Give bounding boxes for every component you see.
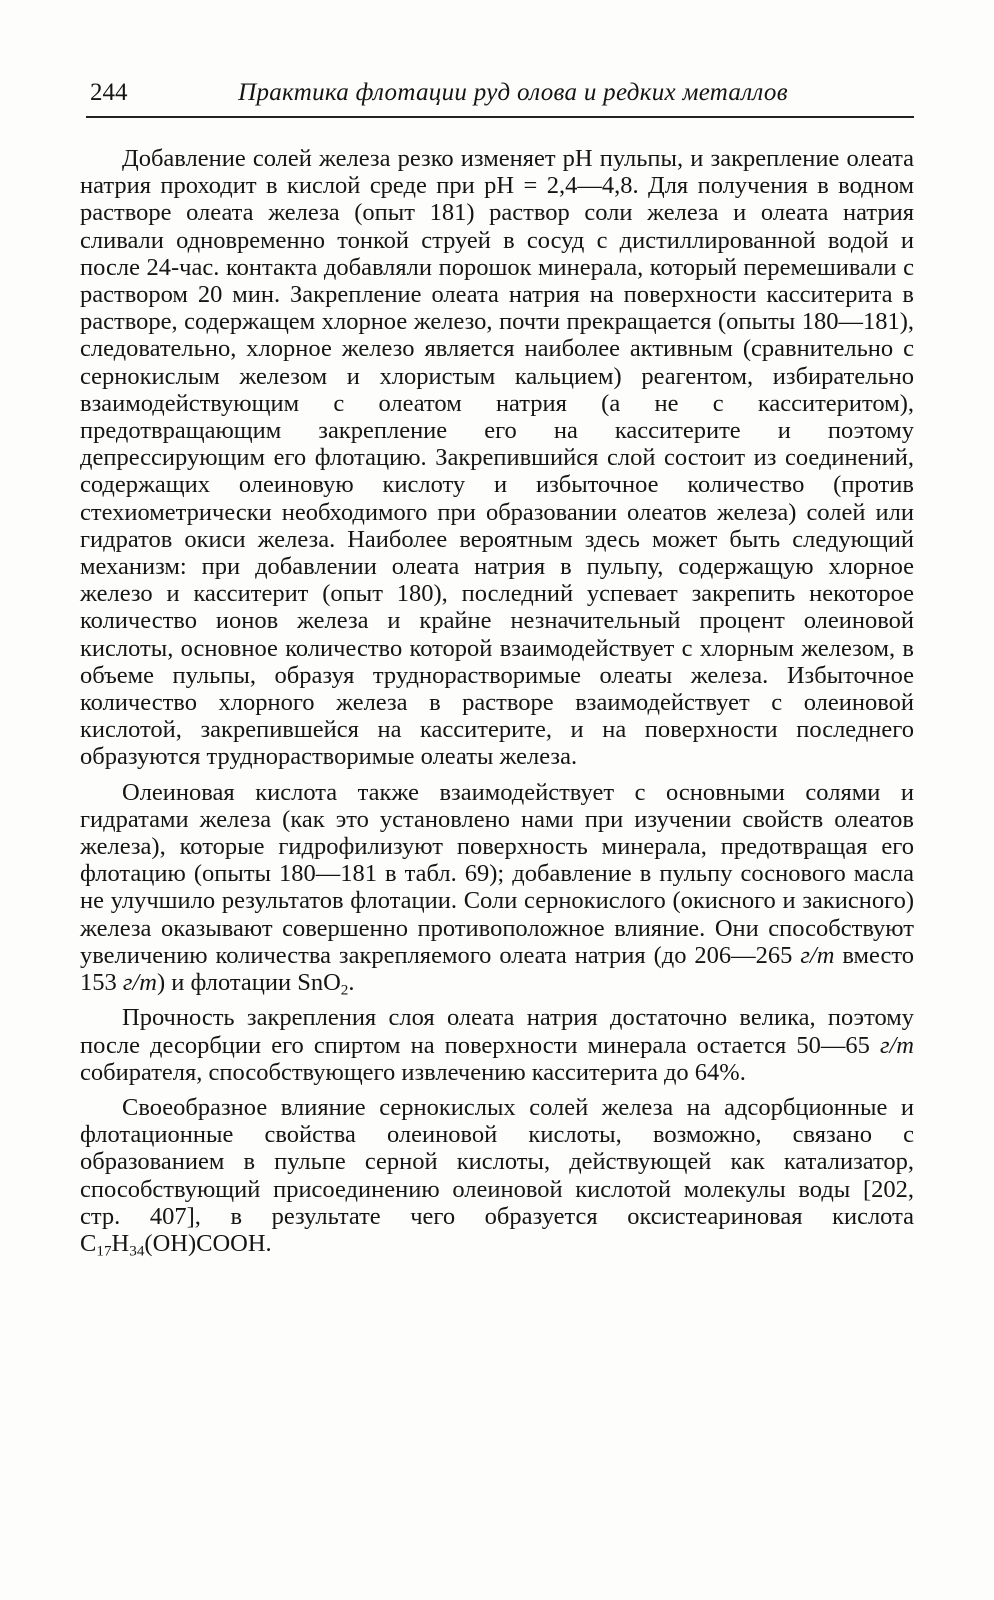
header-divider	[86, 116, 914, 118]
paragraph-4-text-3: (OH)COOH.	[144, 1229, 272, 1257]
body-text	[80, 145, 914, 1265]
running-title: Практика флотации руд олова и редких металлов	[238, 79, 788, 106]
paragraph-3-text-1: Прочность закрепления слоя олеата натрия достаточно велика, поэтому после десорбции его спиртом на поверхности минерала остается 50—65	[80, 1004, 914, 1059]
paragraph-4-text-1: Своеобразное влияние сернокислых солей железа на адсорбционные и флотационные свойства олеиновой кислоты, возможно, связано с образованием в пульпе серной кислоты, действующей как катализатор, способствующий присоединению олеиновой кислотой молекулы воды [202, стр. 407], в результате чего образуется оксистеариновая кислота C	[80, 1093, 914, 1257]
paragraph-1-text: Добавление солей железа резко изменяет рН пульпы, и закрепление олеата натрия проходит в кислой среде при рН = 2,4—4,8. Для получения в водном растворе олеата железа (опыт 181) раствор соли железа и олеата натрия сливали одновременно тонкой струей в сосуд с дистиллированной водой и после 24-час. контакта добавляли порошок минерала, который перемешивали с раствором 20 мин. Закрепление олеата натрия на поверхности касситерита в растворе, содержащем хлорное железо, почти прекращается (опыты 180—181), следовательно, хлорное железо является наиболее активным (сравнительно с сернокислым железом и хлористым кальцием) реагентом, избирательно взаимодействующим с олеатом натрия (а не с касситеритом), предотвращающим закрепление его на касситерите и поэтому депрессирующим его флотацию. Закрепившийся слой состоит из соединений, содержащих олеиновую кислоту и избыточное количество (против стехиометрически необходимого при образовании олеатов железа) солей или гидратов окиси железа. Наиболее вероятным здесь может быть следующий механизм: при добавлении олеата натрия в пульпу, содержащую хлорное железо и касситерит (опыт 180), последний успевает закрепить некоторое количество ионов железа и крайне незначительный процент олеиновой кислоты, основное количество которой взаимодействует с хлорным железом, в объеме пульпы, образуя труднорастворимые олеаты железа. Избыточное количество хлорного железа в растворе взаимодействует с олеиновой кислотой, закрепившейся на касситерите, и на поверхности последнего образуются труднорастворимые олеаты железа.	[80, 145, 914, 771]
subscript: 2	[340, 981, 349, 999]
running-header	[86, 78, 914, 118]
paragraph-3-text-2: собирателя, способствующего извлечению касситерита до 64%.	[80, 1058, 746, 1086]
subscript: 17	[96, 1242, 112, 1260]
paragraph-3	[80, 1004, 914, 1086]
unit-g-per-t: г/т	[122, 969, 157, 997]
paragraph-2	[80, 779, 914, 997]
paragraph-1	[80, 145, 914, 771]
unit-g-per-t: г/т	[800, 941, 835, 969]
page-number: 244	[90, 79, 128, 106]
paragraph-4	[80, 1093, 914, 1260]
paragraph-2-text-1: Олеиновая кислота также взаимодействует с основными солями и гидратами железа (как это установлено нами при изучении свойств олеатов железа), которые гидрофилизуют поверхность минерала, предотвращая его флотацию (опыты 180—181 в табл. 69); добавление в пульпу соснового масла не улучшило результатов флотации. Соли сернокислого (окисного и закисного) железа оказывают совершенно противоположное влияние. Они способствуют увеличению количества закрепляемого олеата натрия (до 206—265	[80, 778, 914, 969]
paragraph-4-text-2: H	[111, 1229, 130, 1257]
paragraph-2-text-3: ) и флотации SnO	[156, 969, 341, 997]
paragraph-2-text-2: вместо 153	[80, 941, 915, 997]
paragraph-2-text-4: .	[348, 969, 355, 997]
unit-g-per-t: г/т	[879, 1031, 914, 1059]
subscript: 34	[129, 1242, 145, 1260]
